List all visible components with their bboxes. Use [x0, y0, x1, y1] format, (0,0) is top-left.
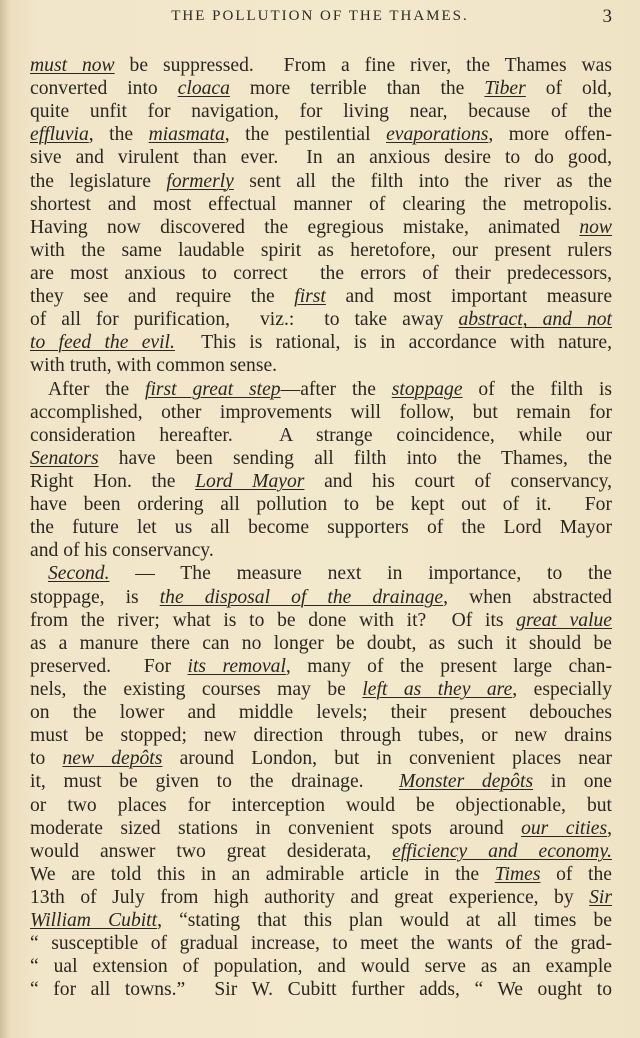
text-segment: converted into: [30, 78, 178, 100]
text-segment: of old,: [525, 78, 612, 100]
text-segment: to: [30, 748, 63, 770]
text-segment: “ ual extension of population, and would serve as an example: [30, 956, 612, 978]
text-segment: , “stating that this plan would at all times be: [157, 910, 612, 932]
emphasis-text: abstract, and not: [458, 309, 612, 331]
text-segment: sent all the filth into the river as the: [233, 170, 612, 192]
text-segment: Right Hon. the: [30, 470, 196, 492]
text-line: [30, 308, 612, 331]
text-line: [30, 516, 612, 539]
text-segment: shortest and most effectual manner of clearing the metropolis.: [30, 193, 612, 215]
text-line: [30, 424, 612, 447]
text-segment: and of his conservancy.: [30, 540, 214, 562]
emphasis-text: Senators: [30, 447, 99, 469]
text-line: [30, 54, 612, 77]
text-segment: and most important measure: [325, 286, 613, 308]
text-line: [30, 863, 612, 886]
emphasis-text: first: [294, 286, 326, 308]
emphasis-text: effluvia: [30, 124, 89, 146]
text-line: [30, 146, 612, 169]
text-segment: must be stopped; new direction through tubes, or new drains: [30, 725, 612, 747]
emphasis-text: William Cubitt: [30, 910, 158, 932]
text-line: [30, 100, 612, 123]
text-line: [30, 539, 612, 562]
text-segment: preserved. For: [30, 655, 188, 677]
emphasis-text: Second.: [48, 563, 110, 585]
text-segment: moderate sized stations in convenient spots around: [30, 817, 522, 839]
text-line: [30, 378, 612, 401]
text-line: [30, 331, 612, 354]
text-line: [30, 123, 612, 146]
text-line: [30, 817, 612, 840]
emphasis-text: new depôts: [62, 748, 163, 770]
text-line: [30, 447, 612, 470]
emphasis-text: stoppage: [391, 378, 463, 400]
text-line: [30, 955, 612, 978]
text-segment: ,: [607, 817, 613, 839]
emphasis-text: the disposal of the drainage: [159, 586, 444, 608]
text-line: [30, 216, 612, 239]
text-line: [30, 701, 612, 724]
emphasis-text: must now: [30, 55, 115, 76]
emphasis-text: Monster depôts: [398, 771, 534, 793]
text-segment: , many of the present large chan-: [285, 655, 612, 677]
text-segment: 13th of July from high authority and great experience, by: [30, 886, 590, 908]
text-segment: around London, but in convenient places near: [162, 748, 613, 770]
text-segment: on the lower and middle levels; their present debouches: [30, 702, 612, 724]
text-line: [30, 562, 612, 585]
text-segment: be suppressed. From a fine river, the Thames was: [114, 55, 613, 76]
emphasis-text: efficiency and economy.: [392, 840, 612, 862]
text-segment: —after the: [280, 378, 392, 400]
text-line: [30, 193, 612, 216]
page-header: [0, 8, 640, 34]
emphasis-text: formerly: [166, 170, 234, 192]
text-segment: have been ordering all pollution to be kept out of it. For: [30, 494, 612, 516]
text-segment: have been sending all filth into the Thames, the: [98, 447, 612, 469]
emphasis-text: Times: [494, 863, 541, 885]
text-segment: and his court of conservancy,: [304, 470, 613, 492]
text-segment: consideration hereafter. A strange coincidence, while our: [30, 424, 612, 446]
emphasis-text: now: [579, 216, 612, 238]
text-line: [30, 770, 612, 793]
emphasis-text: to feed the evil.: [30, 332, 175, 354]
text-segment: , when abstracted: [443, 586, 612, 608]
emphasis-text: miasmata: [148, 124, 225, 146]
emphasis-text: great value: [516, 609, 613, 631]
text-segment: they see and require the: [30, 286, 295, 308]
emphasis-text: cloaca: [177, 78, 230, 100]
text-segment: Having now discovered the egregious mistake, animated: [30, 216, 580, 238]
emphasis-text: Tiber: [484, 78, 526, 100]
text-segment: of all for purification, viz.: to take away: [30, 309, 459, 331]
text-line: [30, 285, 612, 308]
emphasis-text: its removal: [187, 655, 286, 677]
text-segment: of the: [540, 863, 612, 885]
text-segment: with truth, with common sense.: [30, 355, 278, 377]
text-line: [30, 840, 612, 863]
text-segment: or two places for interception would be objectionable, but: [30, 794, 612, 816]
text-segment: it, must be given to the drainage.: [30, 771, 399, 793]
text-line: [30, 239, 612, 262]
text-line: [30, 909, 612, 932]
text-line: [30, 401, 612, 424]
text-segment: This is rational, is in accordance with nature,: [174, 332, 612, 354]
text-segment: , more offen-: [488, 124, 613, 146]
text-segment: of the filth is: [462, 378, 613, 400]
text-segment: would answer two great desiderata,: [30, 840, 393, 862]
page-gutter-shadow: [0, 0, 10, 1038]
text-line: [30, 632, 612, 655]
text-segment: the legislature: [30, 170, 167, 192]
emphasis-text: Sir: [589, 886, 612, 908]
text-segment: — The measure next in importance, to the: [109, 563, 612, 585]
text-line: [30, 586, 612, 609]
text-segment: “ for all towns.” Sir W. Cubitt further adds, “ We ought to: [30, 979, 612, 1001]
text-line: [30, 747, 612, 770]
page-number: 3: [602, 6, 612, 27]
emphasis-text: evaporations: [386, 124, 489, 146]
text-line: [30, 77, 612, 100]
text-segment: with the same laudable spirit as heretofore, our present rulers: [30, 239, 612, 261]
text-segment: from the river; what is to be done with it? Of its: [30, 609, 517, 631]
text-line: [30, 978, 612, 1001]
text-segment: , especially: [512, 678, 613, 700]
text-segment: in one: [533, 771, 612, 793]
running-head: THE POLLUTION OF THE THAMES.: [171, 8, 469, 24]
text-line: [30, 655, 612, 678]
text-segment: We are told this in an admirable article in the: [30, 863, 495, 885]
text-segment: stoppage, is: [30, 586, 160, 608]
text-segment: sive and virulent than ever. In an anxious desire to do good,: [30, 147, 612, 169]
text-segment: , the pestilential: [224, 124, 387, 146]
emphasis-text: first great step: [145, 378, 281, 400]
text-line: [30, 724, 612, 747]
text-line: [30, 932, 612, 955]
text-segment: “ susceptible of gradual increase, to meet the wants of the grad-: [30, 933, 612, 955]
text-segment: quite unfit for navigation, for living near, because of the: [30, 101, 612, 123]
text-segment: nels, the existing courses may be: [30, 678, 363, 700]
body-text: [30, 54, 612, 1001]
text-segment: as a manure there can no longer be doubt, as such it should be: [30, 632, 612, 654]
text-line: [30, 493, 612, 516]
text-line: [30, 354, 612, 377]
emphasis-text: our cities: [521, 817, 608, 839]
text-line: [30, 609, 612, 632]
text-segment: accomplished, other improvements will follow, but remain for: [30, 401, 612, 423]
text-segment: After the: [48, 378, 146, 400]
text-line: [30, 794, 612, 817]
text-segment: more terrible than the: [229, 78, 485, 100]
emphasis-text: Lord Mayor: [195, 470, 305, 492]
text-line: [30, 470, 612, 493]
text-segment: the future let us all become supporters of the Lord Mayor: [30, 517, 612, 539]
emphasis-text: left as they are: [362, 678, 513, 700]
text-segment: , the: [88, 124, 149, 146]
text-line: [30, 170, 612, 193]
text-line: [30, 262, 612, 285]
text-segment: are most anxious to correct the errors of their predecessors,: [30, 262, 612, 284]
text-line: [30, 678, 612, 701]
text-line: [30, 886, 612, 909]
